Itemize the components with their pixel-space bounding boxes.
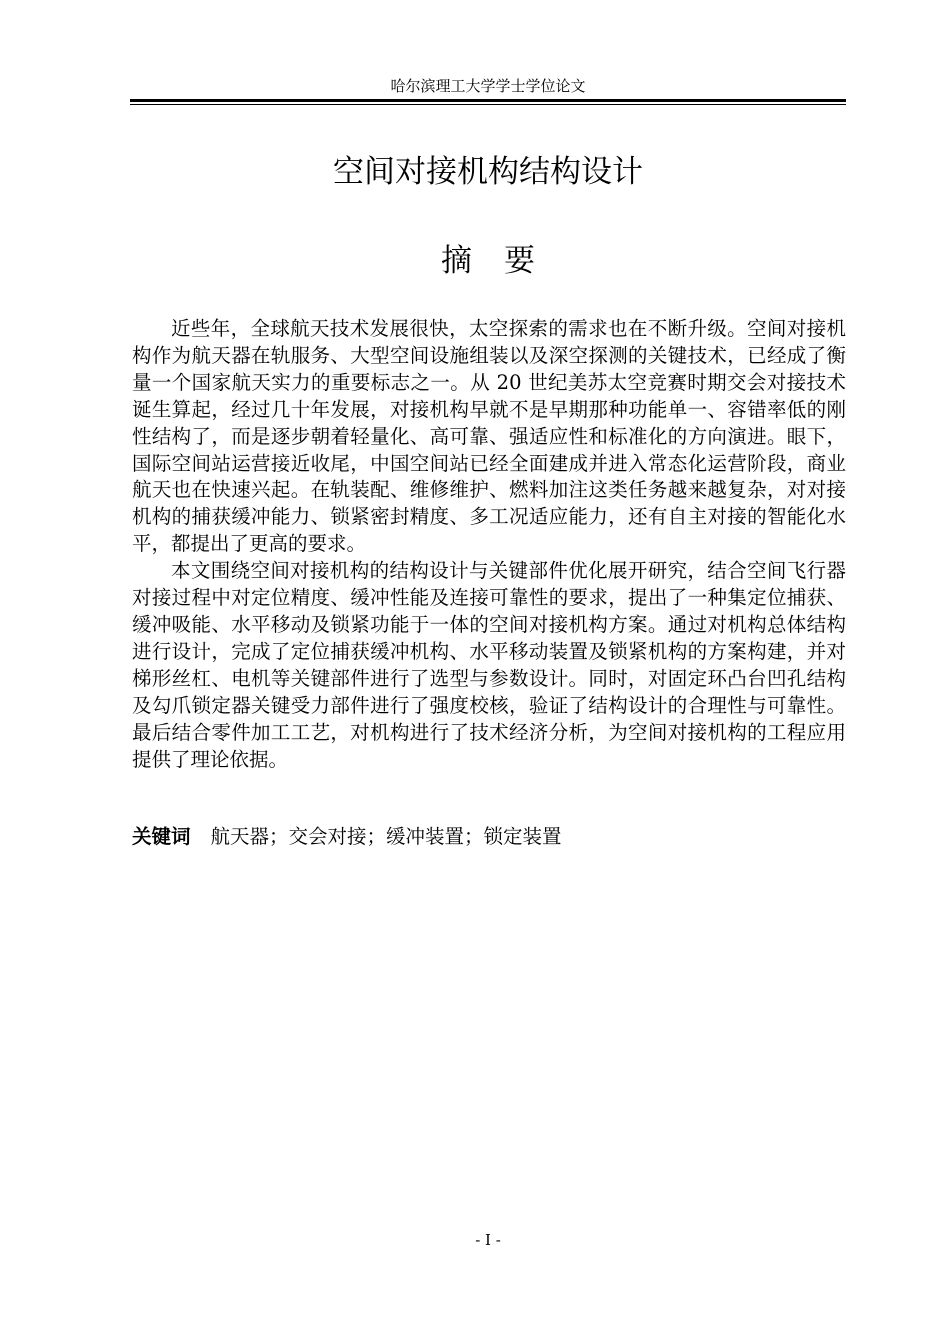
header-rule-thick [130, 99, 846, 102]
abstract-body [132, 316, 846, 773]
thesis-title: 空间对接机构结构设计 [333, 154, 643, 190]
keywords-line [132, 823, 846, 851]
abstract-paragraph: 近些年，全球航天技术发展很快，太空探索的需求也在不断升级。空间对接机构作为航天器在轨服务、大型空间设施组装以及深空探测的关键技术，已经成了衡量一个国家航天实力的重要标志之一。从 20 世纪美苏太空竞赛时期交会对接技术诞生算起，经过几十年发展，对接机构早就不是早期那种功能单一、容错率低的刚性结构了，而是逐步朝着轻量化、高可靠、强适应性和标准化的方向演进。眼下，国际空间站运营接近收尾，中国空间站已经全面建成并进入常态化运营阶段，商业航天也在快速兴起。在轨装配、维修维护、燃料加注这类任务越来越复杂，对对接机构的捕获缓冲能力、锁紧密封精度、多工况适应能力，还有自主对接的智能化水平，都提出了更高的要求。 [132, 317, 846, 556]
keywords-label: 关键词 [132, 825, 191, 848]
header-rule-thin [130, 104, 846, 105]
running-header: 哈尔滨理工大学学士学位论文 [390, 77, 586, 95]
keywords-text: 航天器；交会对接；缓冲装置；锁定装置 [210, 825, 562, 848]
abstract-heading: 摘要 [441, 243, 567, 279]
abstract-paragraph: 本文围绕空间对接机构的结构设计与关键部件优化展开研究，结合空间飞行器对接过程中对定位精度、缓冲性能及连接可靠性的要求，提出了一种集定位捕获、缓冲吸能、水平移动及锁紧功能于一体的空间对接机构方案。通过对机构总体结构进行设计，完成了定位捕获缓冲机构、水平移动装置及锁紧机构的方案构建，并对梯形丝杠、电机等关键部件进行了选型与参数设计。同时，对固定环凸台凹孔结构及勾爪锁定器关键受力部件进行了强度校核，验证了结构设计的合理性与可靠性。最后结合零件加工工艺，对机构进行了技术经济分析，为空间对接机构的工程应用提供了理论依据。 [132, 559, 846, 771]
page-number: - I - [475, 1231, 501, 1249]
